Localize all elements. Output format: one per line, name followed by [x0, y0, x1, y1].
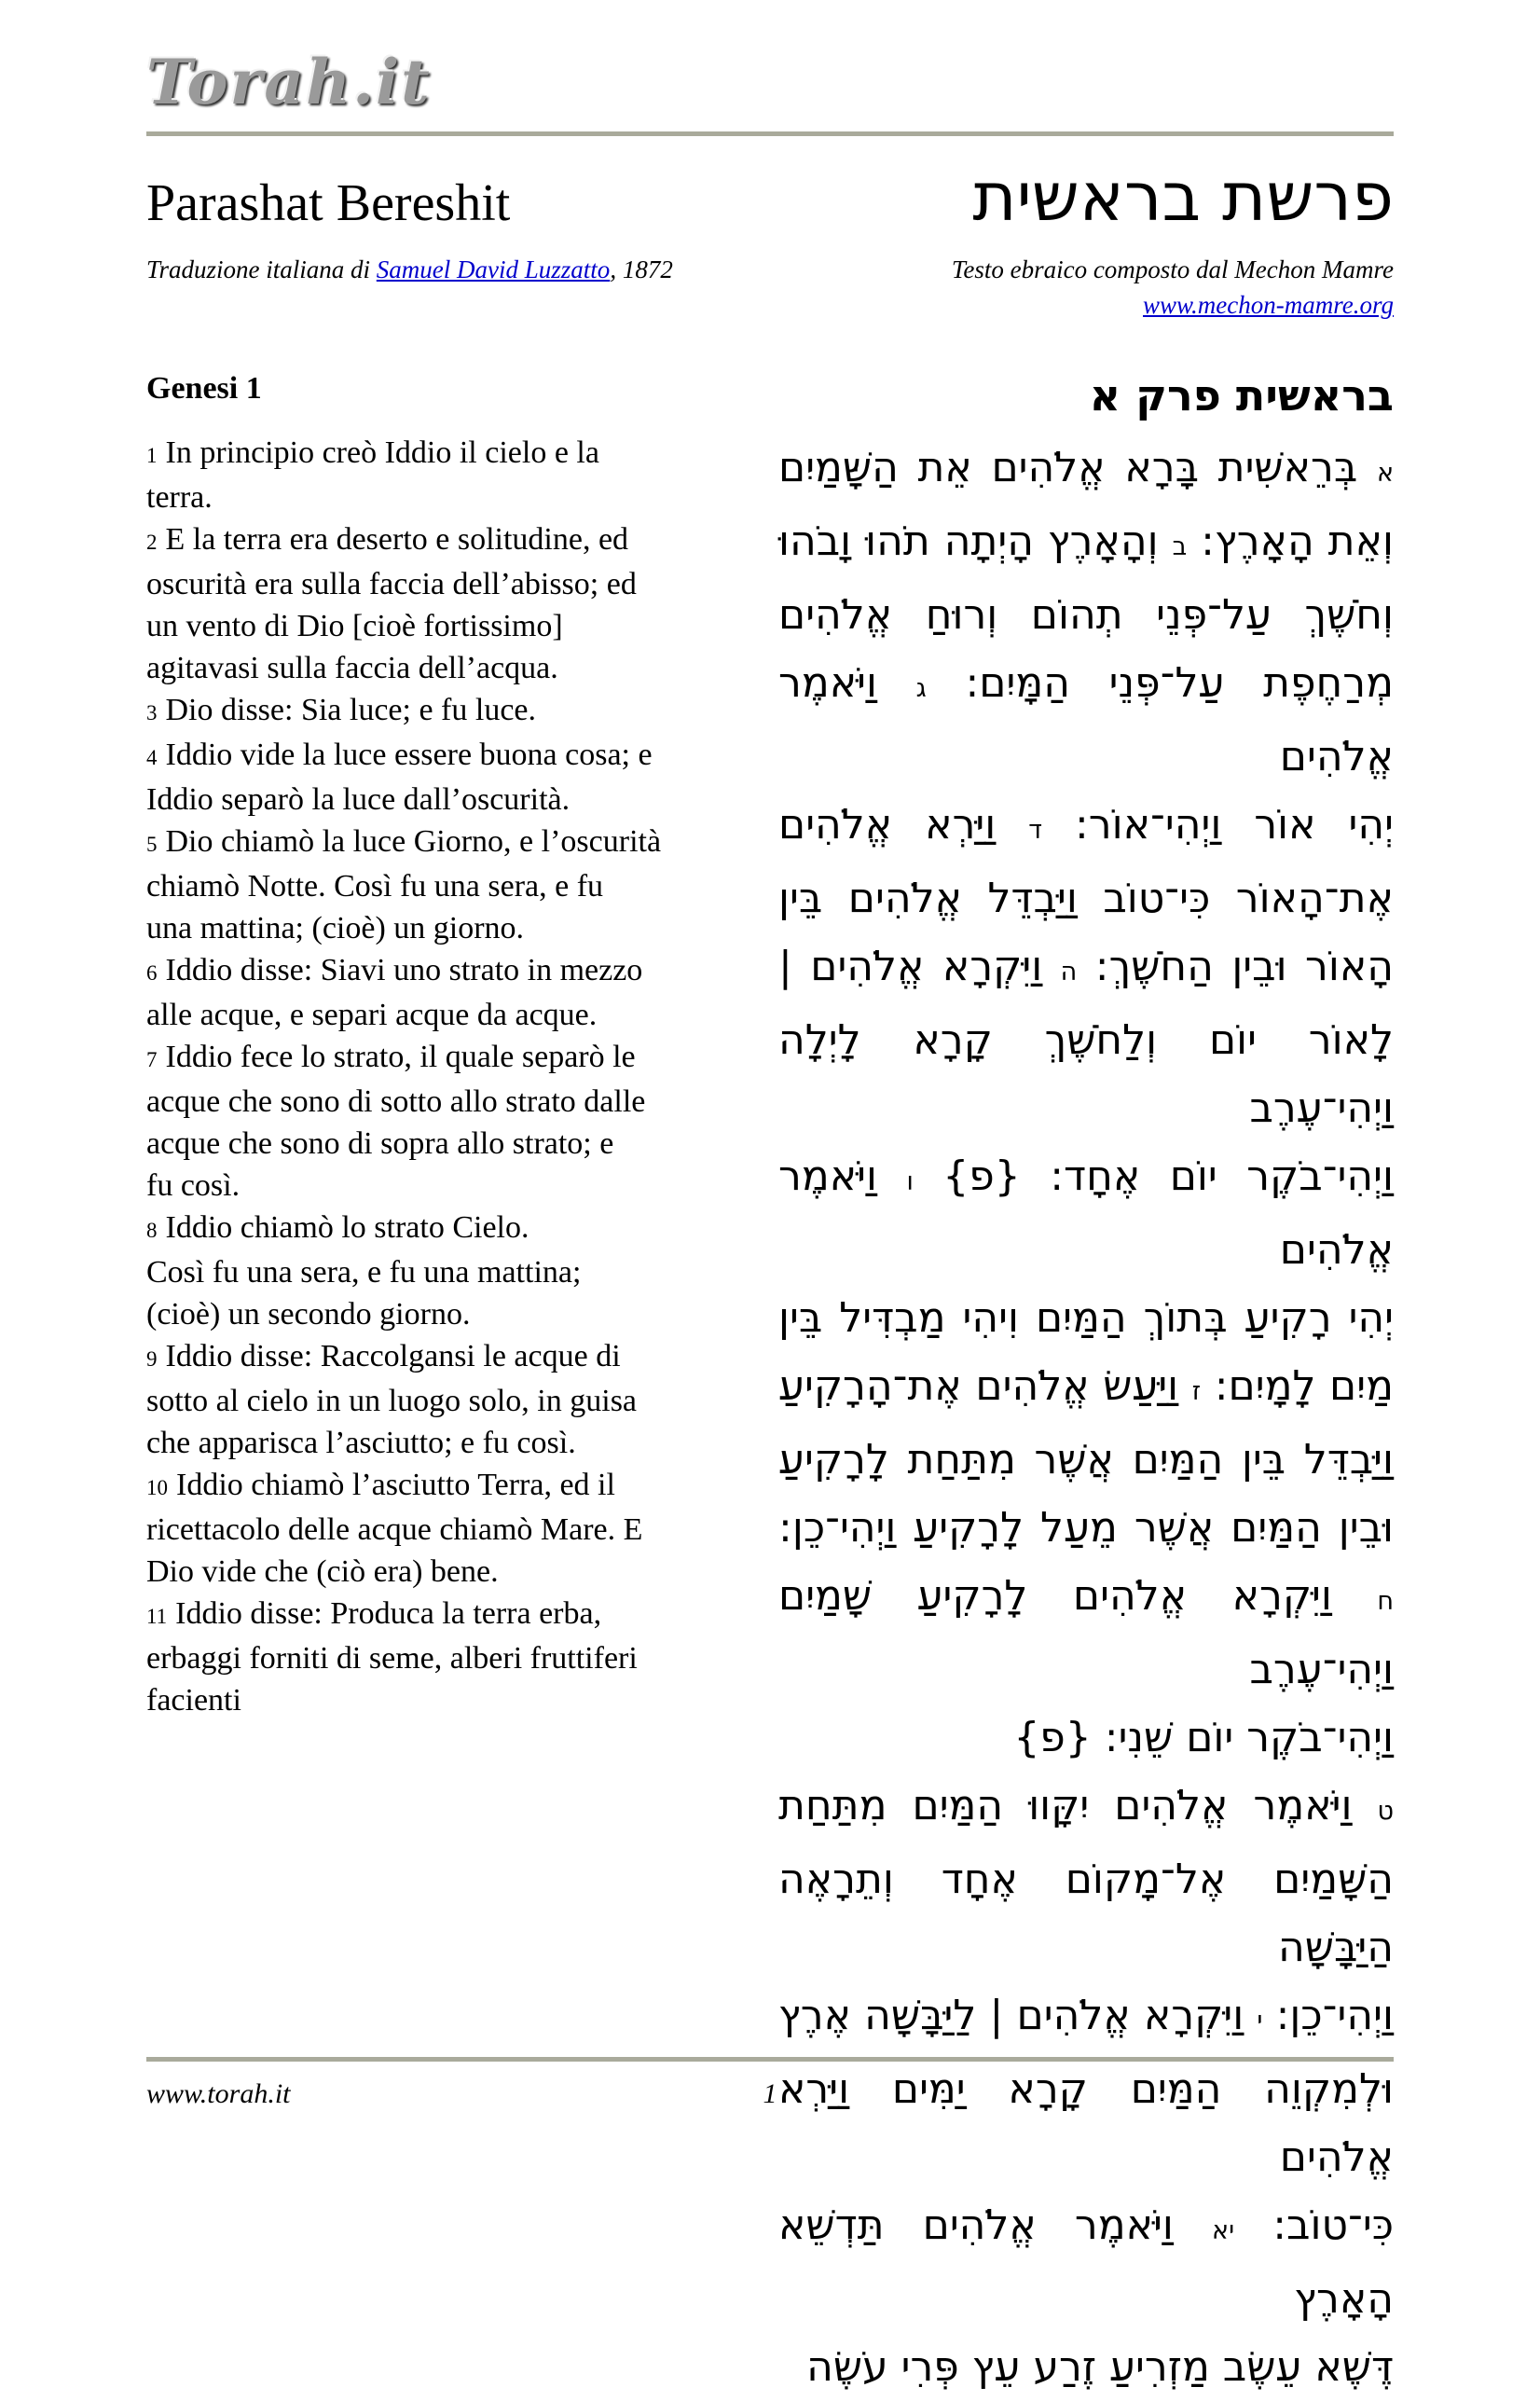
hebrew-verse-number: ז — [1191, 1376, 1202, 1406]
verse-text: Iddio disse: Raccolgansi le acque di sotto al cielo in un luogo solo, in guisa che apparisca l’asciutto; e fu così. — [146, 1338, 638, 1460]
verse — [146, 689, 762, 734]
hebrew-line — [778, 1006, 1394, 1142]
hebrew-line — [778, 1142, 1394, 1284]
hebrew-verse-number: ח — [1377, 1586, 1394, 1616]
footer-site: www.torah.it — [146, 2078, 291, 2109]
hebrew-verse-text: וַיִּקְרָא אֱלֹהִים לָרָקִיעַ שָׁמַיִם וַיְהִי־עֶרֶב — [778, 1571, 1394, 1693]
verse-text: Iddio disse: Siavi uno strato in mezzo alle acque, e separi acque da acque. — [146, 952, 643, 1032]
header-divider — [146, 131, 1394, 136]
verse — [146, 1335, 762, 1464]
subtitle-italian — [146, 253, 673, 324]
verse-number: 1 — [146, 443, 158, 467]
page-title: Parashat Bereshit — [146, 173, 511, 232]
hebrew-verse-number: יא — [1212, 2215, 1235, 2245]
hebrew-verse-text: וַיִּקְרָא אֱלֹהִים | לַיַּבָּשָׁה אֶרֶץ — [778, 1991, 1244, 2039]
hebrew-verse-text: וְחֹשֶׁךְ עַל־פְּנֵי תְהוֹם וְרוּחַ אֱלֹהִים — [778, 590, 1394, 639]
hebrew-verse-number: ב — [1172, 531, 1188, 561]
hebrew-line — [778, 434, 1394, 507]
hebrew-line — [778, 1772, 1394, 1845]
hebrew-verse-text: וַיֹּאמֶר אֱלֹהִים יִקָּווּ הַמַּיִם מִתַּחַת — [778, 1781, 1353, 1829]
translator-link[interactable]: Samuel David Luzzatto — [376, 255, 611, 284]
hebrew-verse-text: מַיִם לָמָיִם: — [1214, 1361, 1394, 1410]
hebrew-verse-text: בְּרֵאשִׁית בָּרָא אֱלֹהִים אֵת הַשָּׁמַיִם — [778, 443, 1358, 491]
subtitle-row — [146, 253, 1394, 324]
footer — [146, 2076, 1394, 2113]
hebrew-verse-number: ו — [906, 1166, 914, 1196]
title-row — [146, 157, 1394, 236]
verse-text: Iddio fece lo strato, il quale separò le acque che sono di sotto allo strato dalle acque che sono di sopra allo strato; e fu così. — [146, 1039, 646, 1203]
hebrew-verse-text: וְהָאָרֶץ הָיְתָה תֹהוּ וָבֹהוּ — [778, 517, 1159, 565]
hebrew-verse-text: וּלְמִקְוֵה הַמַּיִם קָרָא יַמִּים וַיַּרְא אֱלֹהִים — [778, 2064, 1394, 2181]
footer-divider — [146, 2057, 1394, 2062]
subtitle-suffix: , 1872 — [610, 255, 673, 284]
verse-text: In principio creò Iddio il cielo e la terra. — [146, 435, 599, 515]
verse-text: Iddio vide la luce essere buona cosa; e Iddio separò la luce dall’oscurità. — [146, 737, 653, 817]
verse-number: 7 — [146, 1047, 158, 1071]
verse-text: Iddio disse: Produca la terra erba, erbaggi forniti di seme, alberi fruttiferi facienti — [146, 1595, 638, 1718]
hebrew-line — [778, 1562, 1394, 1704]
chapter-heading-italian: Genesi 1 — [146, 370, 262, 406]
verse — [146, 1036, 762, 1207]
verse-number: 11 — [146, 1604, 168, 1628]
hebrew-line — [778, 1845, 1394, 1981]
hebrew-verse-text: וַיַּרְא אֱלֹהִים — [778, 800, 997, 849]
hebrew-line — [778, 1981, 1394, 2055]
verse — [146, 1207, 762, 1335]
hebrew-line — [778, 1494, 1394, 1562]
verse-text: E la terra era deserto e solitudine, ed oscurità era sulla faccia dell’abisso; ed un vento di Dio [cioè fortissimo] agitavasi sulla faccia dell’acqua. — [146, 521, 637, 685]
source-credit: Testo ebraico composto dal Mechon Mamre — [951, 255, 1394, 284]
hebrew-verse-text: וַיְהִי־בֹקֶר יוֹם אֶחָד: {פ} — [942, 1152, 1394, 1200]
verse — [146, 1464, 762, 1593]
verse-text: Dio disse: Sia luce; e fu luce. — [165, 692, 537, 727]
hebrew-verse-text: יְהִי רָקִיעַ בְּתוֹךְ הַמַּיִם וִיהִי מַבְדִּיל בֵּין — [778, 1293, 1394, 1342]
hebrew-verse-text: יְהִי אוֹר וַיְהִי־אוֹר: — [1074, 800, 1394, 849]
hebrew-verse-text: הַשָּׁמַיִם אֶל־מָקוֹם אֶחָד וְתֵרָאֶה הַיַּבָּשָׁה — [778, 1855, 1394, 1971]
hebrew-verse-text: הָאוֹר וּבֵין הַחֹשֶׁךְ: — [1094, 942, 1394, 990]
hebrew-verse-number: א — [1376, 458, 1394, 488]
verse-number: 8 — [146, 1218, 158, 1242]
hebrew-verse-text: וַיַּבְדֵּל בֵּין הַמַּיִם אֲשֶׁר מִתַּחַת לָרָקִיעַ — [778, 1435, 1394, 1483]
hebrew-line — [778, 932, 1394, 1006]
hebrew-line — [778, 2191, 1394, 2333]
verse — [146, 734, 762, 821]
hebrew-verse-number: י — [1257, 2006, 1263, 2035]
hebrew-verse-text: דֶּשֶׁא עֵשֶׂב מַזְרִיעַ זֶרַע עֵץ פְּרִי עֹשֶׂה — [806, 2342, 1394, 2391]
hebrew-line — [778, 2333, 1394, 2401]
hebrew-verse-text: וַיְהִי־בֹקֶר יוֹם שֵׁנִי: {פ} — [1013, 1713, 1394, 1761]
hebrew-line — [778, 864, 1394, 932]
verse-number: 3 — [146, 700, 158, 724]
verse-text: Iddio chiamò l’asciutto Terra, ed il ricettacolo delle acque chiamò Mare. E Dio vide che (ciò era) bene. — [146, 1467, 643, 1589]
mechon-mamre-link[interactable]: www.mechon-mamre.org — [1143, 290, 1394, 319]
footer-page-number: 1 — [763, 2078, 777, 2109]
verse — [146, 432, 762, 518]
page-title-hebrew: פרשת בראשית — [972, 157, 1394, 236]
hebrew-line — [778, 1426, 1394, 1494]
hebrew-verse-text: אֶת־הָאוֹר כִּי־טוֹב וַיַּבְדֵּל אֱלֹהִים בֵּין — [778, 874, 1394, 922]
hebrew-verse-text: וַיֹּאמֶר אֱלֹהִים — [778, 658, 1394, 780]
hebrew-line — [778, 1352, 1394, 1426]
hebrew-verse-text: לָאוֹר יוֹם וְלַחֹשֶׁךְ קָרָא לָיְלָה וַיְהִי־עֶרֶב — [778, 1015, 1394, 1132]
verse — [146, 518, 762, 689]
verse-number: 10 — [146, 1475, 168, 1499]
hebrew-line — [778, 1284, 1394, 1352]
hebrew-verse-number: ד — [1028, 815, 1042, 845]
subtitle-hebrew-source — [952, 253, 1394, 324]
hebrew-verse-text: מְרַחֶפֶת עַל־פְּנֵי הַמָּיִם: — [965, 658, 1394, 707]
verse-number: 5 — [146, 832, 158, 856]
chapter-heading-hebrew: בראשית פרק א — [1089, 369, 1394, 421]
verse-number: 2 — [146, 530, 158, 554]
verse — [146, 821, 762, 949]
hebrew-verse-text: וַיַּעַשׂ אֱלֹהִים אֶת־הָרָקִיעַ — [778, 1361, 1179, 1410]
hebrew-verse-number: ה — [1060, 957, 1078, 987]
hebrew-line — [778, 1704, 1394, 1772]
hebrew-line — [778, 649, 1394, 791]
verse-number: 9 — [146, 1346, 158, 1371]
verse — [146, 1593, 762, 1721]
hebrew-verse-text: וּבֵין הַמַּיִם אֲשֶׁר מֵעַל לָרָקִיעַ וַיְהִי־כֵן: — [778, 1503, 1394, 1552]
verse — [146, 949, 762, 1036]
hebrew-verse-text: וַיֹּאמֶר אֱלֹהִים תַּדְשֵׁא הָאָרֶץ — [778, 2201, 1394, 2323]
verse-text: Iddio chiamò lo strato Cielo. Così fu una sera, e fu una mattina; (cioè) un secondo giorno. — [146, 1209, 582, 1332]
verse-number: 4 — [146, 745, 158, 769]
hebrew-line — [778, 507, 1394, 581]
torah-logo: Torah.it — [146, 46, 432, 118]
hebrew-verse-text: וְאֵת הָאָרֶץ: — [1201, 517, 1394, 565]
verse-text: Dio chiamò la luce Giorno, e l’oscurità chiamò Notte. Così fu una sera, e fu una mattina; (cioè) un giorno. — [146, 823, 662, 945]
hebrew-verse-number: ג — [915, 673, 927, 703]
hebrew-verse-text: וַיֹּאמֶר אֱלֹהִים — [778, 1152, 1394, 1274]
hebrew-line — [778, 791, 1394, 864]
italian-verses — [146, 432, 762, 1721]
hebrew-verse-text: וַיִּקְרָא אֱלֹהִים | — [778, 942, 1043, 990]
hebrew-verse-number: ט — [1377, 1796, 1394, 1826]
subtitle-prefix: Traduzione italiana di — [146, 255, 377, 284]
hebrew-verse-text: וַיְהִי־כֵן: — [1275, 1991, 1394, 2039]
hebrew-verse-text: כִּי־טוֹב: — [1272, 2201, 1394, 2249]
hebrew-line — [778, 581, 1394, 649]
verse-number: 6 — [146, 960, 158, 985]
